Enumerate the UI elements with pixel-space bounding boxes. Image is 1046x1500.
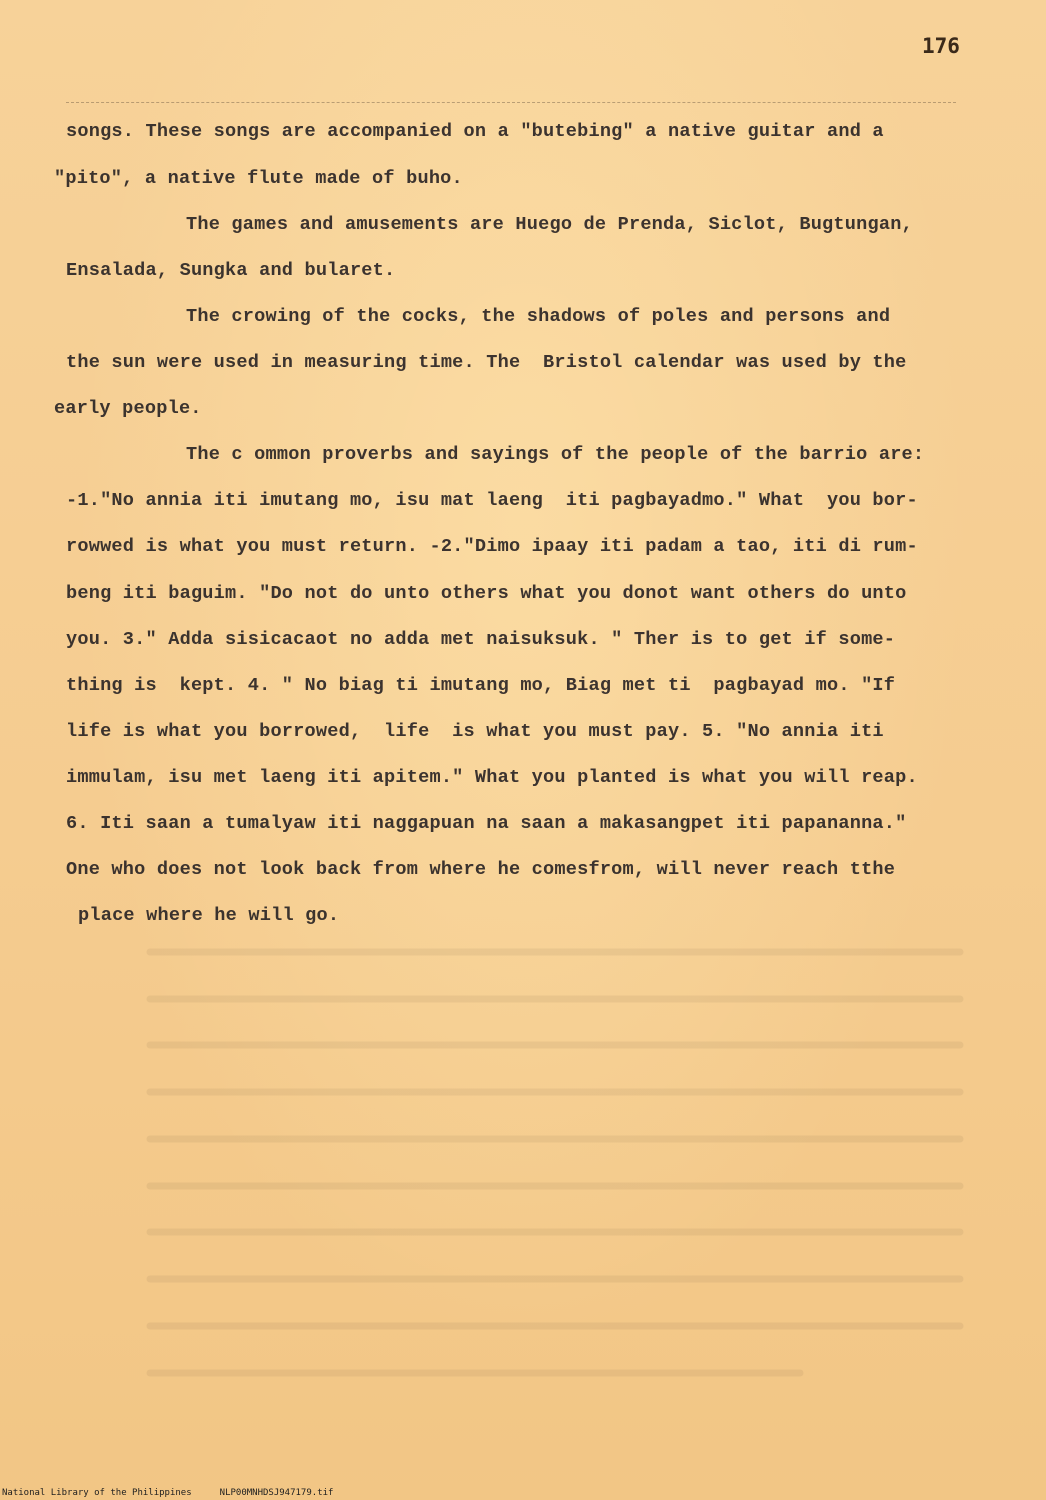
text-line: -1."No annia iti imutang mo, isu mat laeng iti pagbayadmo." What you bor- — [66, 490, 918, 511]
text-line: Ensalada, Sungka and bularet. — [66, 260, 396, 281]
footer-file: NLP00MNHDSJ947179.tif — [219, 1488, 334, 1498]
text-line: immulam, isu met laeng iti apitem." What you planted is what you will reap. — [66, 767, 918, 788]
top-rule — [66, 102, 956, 103]
text-line: rowwed is what you must return. -2."Dimo ipaay iti padam a tao, iti di rum- — [66, 536, 918, 557]
text-line: beng iti baguim. "Do not do unto others what you donot want others do unto — [66, 583, 907, 604]
text-line: 6. Iti saan a tumalyaw iti naggapuan na saan a makasangpet iti papananna." — [66, 813, 907, 834]
text-line: you. 3." Adda sisicacaot no adda met naisuksuk. " Ther is to get if some- — [66, 629, 896, 650]
text-line: songs. These songs are accompanied on a "butebing" a native guitar and a — [66, 121, 884, 142]
text-line: One who does not look back from where he comesfrom, will never reach tthe — [66, 859, 896, 880]
text-line: life is what you borrowed, life is what you must pay. 5. "No annia iti — [66, 721, 884, 742]
text-line: early people. — [54, 398, 202, 419]
text-line: The crowing of the cocks, the shadows of poles and persons and — [186, 306, 891, 327]
text-line: place where he will go. — [78, 905, 340, 926]
page-number: 176 — [922, 34, 960, 58]
text-line: the sun were used in measuring time. The Bristol calendar was used by the — [66, 352, 907, 373]
text-line: The games and amusements are Huego de Prenda, Siclot, Bugtungan, — [186, 214, 913, 235]
footer-institution: National Library of the Philippines — [2, 1488, 192, 1498]
scan-footer — [2, 1488, 361, 1498]
text-line: The c ommon proverbs and sayings of the people of the barrio are: — [186, 444, 925, 465]
text-line: "pito", a native flute made of buho. — [54, 168, 463, 189]
text-line: thing is kept. 4. " No biag ti imutang mo, Biag met ti pagbayad mo. "If — [66, 675, 896, 696]
